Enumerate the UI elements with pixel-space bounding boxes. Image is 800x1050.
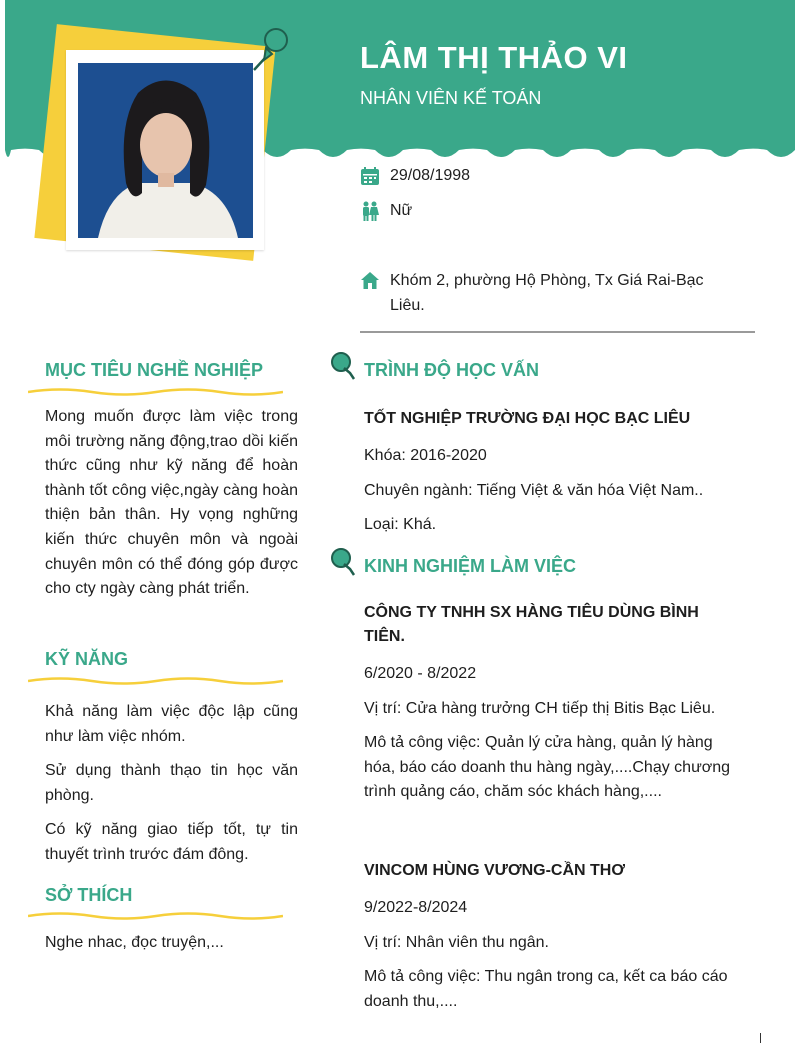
- job-description: Mô tả công việc: Thu ngân trong ca, kết ca báo cáo doanh thu,....: [364, 968, 728, 1010]
- job-period: 9/2022-8/2024: [364, 899, 468, 916]
- skill-item: Có kỹ năng giao tiếp tốt, tự tin thuyết trình trước đám đông.: [45, 821, 298, 863]
- objective-heading: MỤC TIÊU NGHỀ NGHIỆP: [45, 360, 264, 380]
- job-position: Vị trí: Cửa hàng trưởng CH tiếp thị Bitis Bạc Liêu.: [364, 699, 716, 717]
- education-grade: Loại: Khá.: [364, 516, 437, 534]
- objective-section: [45, 360, 298, 381]
- job-period: 6/2020 - 8/2022: [364, 665, 477, 682]
- gender-row: [360, 201, 412, 223]
- education-course: Khóa: 2016-2020: [364, 447, 487, 464]
- job-description: Mô tả công việc: Quản lý cửa hàng, quản lý hàng hóa, báo cáo doanh thu hàng ngày,....Chạy chương trình quảng cáo, chăm sóc khách hàng,....: [364, 734, 731, 801]
- address-value: Khóm 2, phường Hộ Phòng, Tx Giá Rai-Bạc Liêu.: [390, 272, 704, 314]
- skill-item: Khả năng làm việc độc lập cũng như làm việc nhóm.: [45, 703, 298, 745]
- skills-heading: KỸ NĂNG: [45, 649, 129, 669]
- section-underline: [28, 386, 283, 398]
- job-entry: [364, 859, 744, 1014]
- calendar-icon: [360, 166, 380, 186]
- objective-text: Mong muốn được làm việc trong môi trường năng động,trao dồi kiến thức cũng như kỹ năng để hoàn thành tốt công việc,ngày càng hoàn thiện bản thân. Hy vọng nghững kiến thức chuyên môn và ngoài chuyên môn có thể đóng góp được cho cty ngày càng phát triển.: [45, 408, 298, 598]
- pushpin-icon: [248, 26, 292, 74]
- education-major: Chuyên ngành: Tiếng Việt & văn hóa Việt Nam..: [364, 481, 704, 499]
- address-row: [360, 271, 740, 318]
- experience-section: [364, 556, 744, 577]
- job-company: VINCOM HÙNG VƯƠNG-CẦN THƠ: [364, 862, 626, 879]
- education-body: [364, 407, 744, 538]
- job-entry: [364, 601, 731, 805]
- gender-icon: [360, 201, 380, 221]
- job-position: Vị trí: Nhân viên thu ngân.: [364, 933, 549, 951]
- gender-value: Nữ: [390, 202, 413, 219]
- skill-item: Sử dụng thành thạo tin học văn phòng.: [45, 762, 298, 804]
- birthdate-value: 29/08/1998: [390, 167, 471, 184]
- education-section: [364, 360, 744, 381]
- experience-heading: KINH NGHIỆM LÀM VIỆC: [364, 556, 577, 576]
- skills-section: [45, 649, 298, 670]
- page-mark: [760, 1033, 761, 1043]
- header-divider: [360, 331, 755, 333]
- hobbies-text: Nghe nhac, đọc truyện,...: [45, 934, 224, 951]
- skills-list: [45, 700, 298, 878]
- pushpin-icon: [330, 351, 356, 381]
- objective-body: [45, 405, 298, 602]
- pushpin-icon: [330, 547, 356, 577]
- birthdate-row: [360, 166, 470, 188]
- hobbies-section: [45, 885, 298, 906]
- candidate-name: LÂM THỊ THẢO VI: [360, 40, 628, 75]
- job-company: CÔNG TY TNHH SX HÀNG TIÊU DÙNG BÌNH TIÊN.: [364, 604, 699, 645]
- hobbies-body: [45, 931, 298, 956]
- section-underline: [28, 675, 283, 687]
- hobbies-heading: SỞ THÍCH: [45, 885, 133, 905]
- home-icon: [360, 271, 380, 291]
- job-title: NHÂN VIÊN KẾ TOÁN: [360, 88, 542, 108]
- profile-photo: [78, 63, 253, 238]
- education-school: TỐT NGHIỆP TRƯỜNG ĐẠI HỌC BẠC LIÊU: [364, 410, 691, 427]
- section-underline: [28, 910, 283, 922]
- education-heading: TRÌNH ĐỘ HỌC VẤN: [364, 360, 539, 380]
